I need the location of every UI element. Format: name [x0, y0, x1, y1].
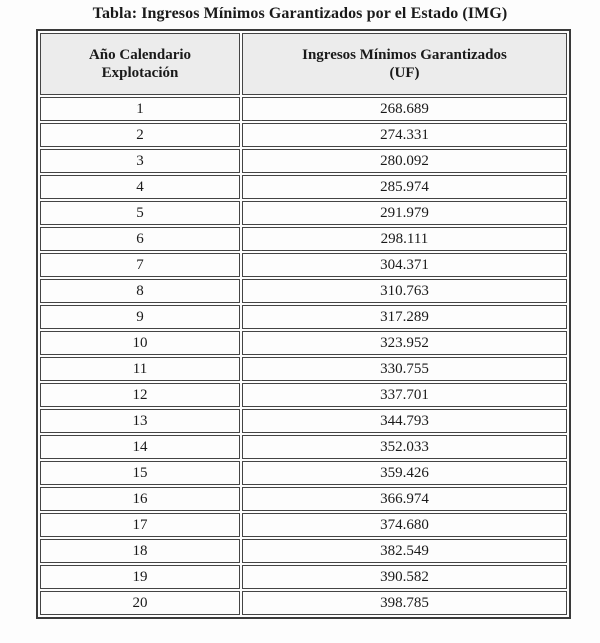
income-cell: 274.331: [242, 123, 567, 147]
income-cell: 390.582: [242, 565, 567, 589]
img-table-frame: [36, 29, 571, 619]
income-cell: 344.793: [242, 409, 567, 433]
year-cell: 18: [40, 539, 240, 563]
year-cell: 7: [40, 253, 240, 277]
table-row: [40, 435, 567, 459]
year-cell: 6: [40, 227, 240, 251]
year-cell: 12: [40, 383, 240, 407]
year-cell: 15: [40, 461, 240, 485]
table-row: [40, 97, 567, 121]
year-cell: 5: [40, 201, 240, 225]
header-year-line1: Año Calendario: [88, 47, 192, 63]
income-cell: 366.974: [242, 487, 567, 511]
income-cell: 382.549: [242, 539, 567, 563]
income-cell: 317.289: [242, 305, 567, 329]
income-cell: 291.979: [242, 201, 567, 225]
income-cell: 352.033: [242, 435, 567, 459]
table-row: [40, 591, 567, 615]
year-cell: 4: [40, 175, 240, 199]
year-cell: 17: [40, 513, 240, 537]
year-cell: 10: [40, 331, 240, 355]
table-row: [40, 513, 567, 537]
table-row: [40, 123, 567, 147]
table-header-row: [40, 33, 567, 95]
header-year: [40, 33, 240, 95]
income-cell: 280.092: [242, 149, 567, 173]
income-cell: 298.111: [242, 227, 567, 251]
table-row: [40, 539, 567, 563]
table-row: [40, 175, 567, 199]
income-cell: 330.755: [242, 357, 567, 381]
income-cell: 398.785: [242, 591, 567, 615]
table-row: [40, 253, 567, 277]
income-cell: 304.371: [242, 253, 567, 277]
year-cell: 14: [40, 435, 240, 459]
income-cell: 359.426: [242, 461, 567, 485]
income-cell: 337.701: [242, 383, 567, 407]
year-cell: 2: [40, 123, 240, 147]
table-row: [40, 331, 567, 355]
table-row: [40, 305, 567, 329]
table-row: [40, 565, 567, 589]
header-income: [242, 33, 567, 95]
year-cell: 13: [40, 409, 240, 433]
table-row: [40, 227, 567, 251]
income-cell: 374.680: [242, 513, 567, 537]
header-year-line2: Explotación: [101, 65, 179, 81]
table-row: [40, 383, 567, 407]
table-row: [40, 357, 567, 381]
year-cell: 9: [40, 305, 240, 329]
income-cell: 310.763: [242, 279, 567, 303]
year-cell: 8: [40, 279, 240, 303]
img-table: [38, 31, 569, 617]
year-cell: 11: [40, 357, 240, 381]
year-cell: 16: [40, 487, 240, 511]
year-cell: 3: [40, 149, 240, 173]
header-income-line2: (UF): [389, 65, 420, 81]
income-cell: 323.952: [242, 331, 567, 355]
year-cell: 20: [40, 591, 240, 615]
table-row: [40, 149, 567, 173]
year-cell: 19: [40, 565, 240, 589]
table-row: [40, 409, 567, 433]
table-caption: Tabla: Ingresos Mínimos Garantizados por el Estado (IMG): [92, 5, 508, 22]
table-row: [40, 201, 567, 225]
income-cell: 268.689: [242, 97, 567, 121]
table-row: [40, 279, 567, 303]
header-income-line1: Ingresos Mínimos Garantizados: [302, 47, 507, 63]
table-row: [40, 487, 567, 511]
table-row: [40, 461, 567, 485]
income-cell: 285.974: [242, 175, 567, 199]
year-cell: 1: [40, 97, 240, 121]
